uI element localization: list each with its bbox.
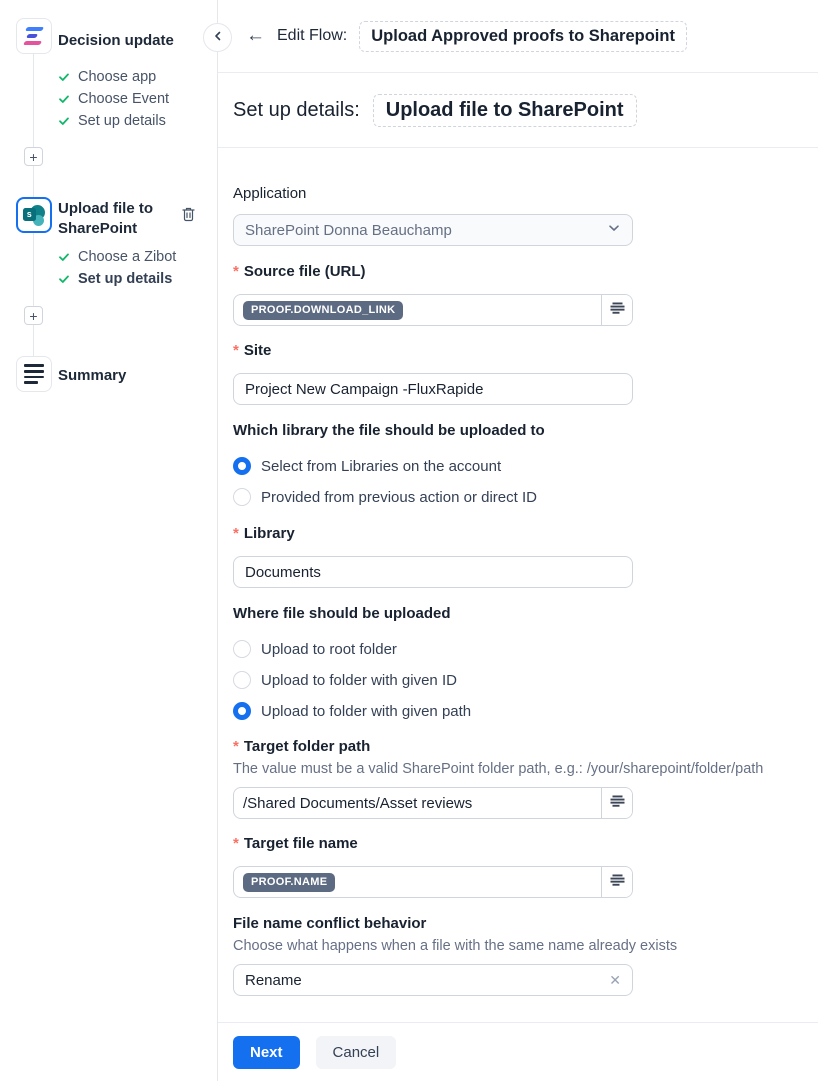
check-icon [58, 115, 70, 127]
check-icon [58, 93, 70, 105]
setup-details-label: Set up details: [233, 99, 360, 121]
back-arrow-icon: ← [246, 25, 265, 46]
trash-icon [181, 210, 196, 225]
radio-upload-folder-id[interactable] [233, 671, 818, 689]
substep-set-up-details-2-current[interactable] [58, 268, 176, 290]
back-button[interactable] [246, 25, 265, 47]
edit-flow-label: Edit Flow: [277, 27, 348, 44]
check-icon [58, 251, 70, 263]
substep-label: Choose a Zibot [78, 249, 177, 265]
source-file-input-area[interactable] [234, 295, 601, 325]
add-step-button-2[interactable]: + [24, 306, 43, 325]
radio-unselected-icon[interactable] [233, 640, 251, 658]
variable-tag[interactable]: PROOF.DOWNLOAD_LINK [243, 301, 403, 320]
clear-x-icon: ✕ [609, 972, 621, 988]
application-label: Application [233, 185, 307, 202]
conflict-behavior-help: Choose what happens when a file with the same name already exists [233, 938, 678, 954]
source-file-label: * Source file (URL) [233, 263, 366, 280]
substep-label: Choose app [78, 69, 157, 85]
zibot-logo-icon [23, 27, 45, 45]
required-asterisk: * [233, 342, 239, 359]
insert-variable-button[interactable] [601, 867, 632, 897]
site-field-wrap [233, 373, 633, 405]
radio-upload-root-folder[interactable] [233, 640, 818, 658]
conflict-behavior-value: Rename [245, 971, 302, 989]
next-button[interactable]: Next [233, 1036, 300, 1069]
step-title-upload-sharepoint[interactable]: Upload file to SharePoint [58, 200, 153, 237]
target-folder-path-help: The value must be a valid SharePoint folder path, e.g.: /your/sharepoint/folder/path [233, 761, 764, 777]
library-label: * Library [233, 525, 295, 542]
substep-set-up-details-1[interactable] [58, 110, 169, 132]
substep-choose-a-zibot[interactable] [58, 246, 176, 268]
form-footer [218, 1022, 818, 1081]
radio-selected-icon[interactable] [233, 457, 251, 475]
clear-selection-button[interactable] [609, 973, 621, 987]
summary-lines-icon [24, 364, 44, 383]
conflict-behavior-select[interactable] [233, 964, 633, 996]
setup-details-form [218, 185, 818, 996]
substep-label: Choose Event [78, 91, 170, 107]
radio-select-from-libraries[interactable] [233, 457, 818, 475]
check-icon [58, 71, 70, 83]
radio-label: Provided from previous action or direct ID [261, 488, 537, 506]
site-label: * Site [233, 342, 272, 359]
radio-label: Upload to folder with given path [261, 702, 472, 720]
where-group-label: Where file should be uploaded [233, 605, 451, 622]
substep-label: Set up details [78, 271, 173, 287]
library-field-wrap [233, 556, 633, 588]
radio-upload-folder-path[interactable] [233, 702, 818, 720]
steps-sidebar [0, 0, 217, 1081]
site-input[interactable] [245, 381, 621, 398]
radio-label: Select from Libraries on the account [261, 457, 502, 475]
step-title-decision-update[interactable]: Decision update [58, 32, 174, 49]
step-upload-sharepoint-substeps [58, 246, 176, 290]
sharepoint-icon: s [23, 204, 45, 226]
target-folder-path-input[interactable] [233, 787, 633, 819]
substep-choose-event[interactable] [58, 88, 169, 110]
chevron-down-icon [607, 221, 621, 239]
target-folder-path-value: /Shared Documents/Asset reviews [243, 794, 473, 812]
step-decision-update-icon-box[interactable] [16, 18, 52, 54]
chevron-left-icon [212, 30, 224, 45]
library-input[interactable] [245, 564, 621, 581]
required-asterisk: * [233, 835, 239, 852]
radio-unselected-icon[interactable] [233, 671, 251, 689]
step-summary-icon-box[interactable] [16, 356, 52, 392]
target-folder-path-input-area[interactable] [234, 788, 601, 818]
radio-selected-icon[interactable] [233, 702, 251, 720]
check-icon [58, 273, 70, 285]
application-select[interactable] [233, 214, 633, 246]
target-file-name-label: * Target file name [233, 835, 358, 852]
radio-provided-from-previous[interactable] [233, 488, 818, 506]
main-panel [217, 0, 818, 1081]
edit-flow-header [218, 0, 818, 73]
collapse-sidebar-button[interactable] [203, 23, 232, 52]
setup-details-heading [233, 94, 818, 127]
radio-label: Upload to folder with given ID [261, 671, 457, 689]
source-file-input[interactable] [233, 294, 633, 326]
text-lines-icon [610, 795, 625, 811]
required-asterisk: * [233, 525, 239, 542]
radio-label: Upload to root folder [261, 640, 397, 658]
step-upload-sharepoint-icon-box[interactable] [16, 197, 52, 233]
application-select-value: SharePoint Donna Beauchamp [245, 221, 452, 239]
required-asterisk: * [233, 263, 239, 280]
target-file-name-input[interactable] [233, 866, 633, 898]
substep-label: Set up details [78, 113, 166, 129]
substep-choose-app[interactable] [58, 66, 169, 88]
step-title-summary[interactable]: Summary [58, 367, 127, 384]
flow-name-editable[interactable]: Upload Approved proofs to Sharepoint [359, 21, 687, 52]
variable-tag[interactable]: PROOF.NAME [243, 873, 335, 892]
target-folder-path-label: * Target folder path [233, 738, 371, 755]
text-lines-icon [610, 302, 625, 318]
required-asterisk: * [233, 738, 239, 755]
radio-unselected-icon[interactable] [233, 488, 251, 506]
step-name-editable[interactable]: Upload file to SharePoint [373, 94, 637, 127]
text-lines-icon [610, 874, 625, 890]
target-file-name-input-area[interactable] [234, 867, 601, 897]
cancel-button[interactable]: Cancel [316, 1036, 397, 1069]
conflict-behavior-label: File name conflict behavior [233, 915, 427, 932]
heading-divider [218, 147, 818, 148]
library-source-group-label: Which library the file should be uploaded to [233, 422, 545, 439]
insert-variable-button[interactable] [601, 295, 632, 325]
add-step-button-1[interactable]: + [24, 147, 43, 166]
insert-variable-button[interactable] [601, 788, 632, 818]
step-decision-update-substeps [58, 66, 169, 132]
delete-step-button[interactable] [181, 206, 196, 225]
